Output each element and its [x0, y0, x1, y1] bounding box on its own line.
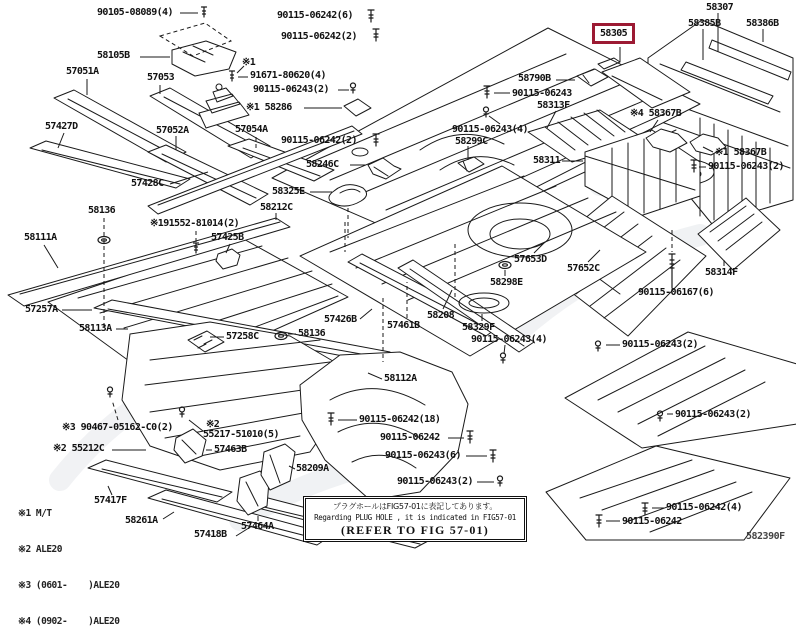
- part-label-58209a[interactable]: 58209A: [296, 463, 329, 474]
- part-label-57428c[interactable]: 57428C: [131, 178, 164, 189]
- part-label-57054a[interactable]: 57054A: [235, 124, 268, 135]
- figure-code: 582390F: [746, 531, 785, 542]
- part-label-191552-81014-2[interactable]: ※191552-81014(2): [150, 218, 240, 229]
- part-label-58298e[interactable]: 58298E: [490, 277, 523, 288]
- footnote-legend: [18, 484, 119, 640]
- part-label-58261a[interactable]: 58261A: [125, 515, 158, 526]
- part-label-57053[interactable]: 57053: [147, 72, 175, 83]
- part-label-57257a[interactable]: 57257A: [25, 304, 58, 315]
- part-label-57464a[interactable]: 57464A: [241, 521, 274, 532]
- part-label-58305[interactable]: 58305: [592, 23, 635, 44]
- part-label-58136[interactable]: 58136: [298, 328, 326, 339]
- part-label-58112a[interactable]: 58112A: [384, 373, 417, 384]
- part-label-90115-06243[interactable]: 90115-06243: [512, 88, 572, 99]
- part-label-90115-06242-18[interactable]: 90115-06242(18): [359, 414, 441, 425]
- part-label-57258c[interactable]: 57258C: [226, 331, 259, 342]
- part-label-58311[interactable]: 58311: [533, 155, 561, 166]
- part-label-1-58367b[interactable]: ※1 58367B: [715, 147, 767, 158]
- note-box-inner: [305, 498, 525, 540]
- part-label-58212c[interactable]: 58212C: [260, 202, 293, 213]
- part-label-57463b[interactable]: 57463B: [214, 444, 247, 455]
- part-label-90115-06243-2[interactable]: 90115-06243(2): [708, 161, 784, 172]
- note-refer-text: (REFER TO FIG 57-01): [341, 522, 489, 537]
- part-label-58325e[interactable]: 58325E: [272, 186, 305, 197]
- part-label-90115-06242-2[interactable]: 90115-06242(2): [281, 31, 357, 42]
- part-label-58208[interactable]: 58208: [427, 310, 455, 321]
- legend-line-3: ※3 (0601- )ALE20: [18, 580, 120, 591]
- part-label-90115-06243-2[interactable]: 90115-06243(2): [253, 84, 329, 95]
- part-label-57652c[interactable]: 57652C: [567, 263, 600, 274]
- part-label-90115-06243-2[interactable]: 90115-06243(2): [622, 339, 698, 350]
- part-label-58385b[interactable]: 58385B: [688, 18, 721, 29]
- part-label-57653d[interactable]: 57653D: [514, 254, 547, 265]
- part-label-58136[interactable]: 58136: [88, 205, 116, 216]
- part-label-90115-06167-6[interactable]: 90115-06167(6): [638, 287, 714, 298]
- part-label-58113a[interactable]: 58113A: [79, 323, 112, 334]
- part-label-90115-06242[interactable]: 90115-06242: [380, 432, 440, 443]
- part-label-58386b[interactable]: 58386B: [746, 18, 779, 29]
- part-label-90115-06243-4[interactable]: 90115-06243(4): [452, 124, 528, 135]
- part-label-90115-06243-2[interactable]: 90115-06243(2): [397, 476, 473, 487]
- part-label-90115-06243-2[interactable]: 90115-06243(2): [675, 409, 751, 420]
- part-label-90115-06243-4[interactable]: 90115-06243(4): [471, 334, 547, 345]
- legend-line-4: ※4 (0902- )ALE20: [18, 616, 120, 627]
- part-label-55217-51010-5[interactable]: 55217-51010(5): [203, 429, 279, 440]
- part-label-90115-06242-6[interactable]: 90115-06242(6): [277, 10, 353, 21]
- part-label-57425b[interactable]: 57425B: [211, 232, 244, 243]
- part-label-91671-80620-4[interactable]: 91671-80620(4): [250, 70, 326, 81]
- part-label-57427d[interactable]: 57427D: [45, 121, 78, 132]
- part-label-57418b[interactable]: 57418B: [194, 529, 227, 540]
- part-label-90115-06242-2[interactable]: 90115-06242(2): [281, 135, 357, 146]
- part-label-58314f[interactable]: 58314F: [705, 267, 738, 278]
- part-label-4-58367b[interactable]: ※4 58367B: [630, 108, 682, 119]
- legend-line-1: ※1 M/T: [18, 508, 52, 519]
- part-label-1[interactable]: ※1: [242, 57, 256, 68]
- part-label-58111a[interactable]: 58111A: [24, 232, 57, 243]
- part-label-2[interactable]: ※2: [206, 419, 220, 430]
- part-label-2-55212c[interactable]: ※2 55212C: [53, 443, 105, 454]
- legend-line-2: ※2 ALE20: [18, 544, 62, 555]
- note-japanese-text: プラグホールはFIG57-01に表記してあります。: [332, 501, 498, 511]
- part-label-58307[interactable]: 58307: [706, 2, 734, 13]
- part-label-90115-06242[interactable]: 90115-06242: [622, 516, 682, 527]
- plug-hole-note-box: [303, 496, 527, 542]
- part-label-57052a[interactable]: 57052A: [156, 125, 189, 136]
- part-label-90115-06243-6[interactable]: 90115-06243(6): [385, 450, 461, 461]
- part-label-1-58286[interactable]: ※1 58286: [246, 102, 292, 113]
- part-label-58329f[interactable]: 58329F: [462, 322, 495, 333]
- part-label-57461b[interactable]: 57461B: [387, 320, 420, 331]
- part-label-90105-08089-4[interactable]: 90105-08089(4): [97, 7, 173, 18]
- part-label-90115-06242-4[interactable]: 90115-06242(4): [666, 502, 742, 513]
- part-label-57417f[interactable]: 57417F: [94, 495, 127, 506]
- part-label-58246c[interactable]: 58246C: [306, 159, 339, 170]
- part-label-58313f[interactable]: 58313F: [537, 100, 570, 111]
- part-label-58105b[interactable]: 58105B: [97, 50, 130, 61]
- part-label-57426b[interactable]: 57426B: [324, 314, 357, 325]
- part-label-57051a[interactable]: 57051A: [66, 66, 99, 77]
- part-label-3-90467-05162-c0-2[interactable]: ※3 90467-05162-C0(2): [62, 422, 173, 433]
- note-english-text: Regarding PLUG HOLE , it is indicated in FIG57-01: [314, 512, 516, 522]
- part-label-58299c[interactable]: 58299C: [455, 136, 488, 147]
- part-label-58790b[interactable]: 58790B: [518, 73, 551, 84]
